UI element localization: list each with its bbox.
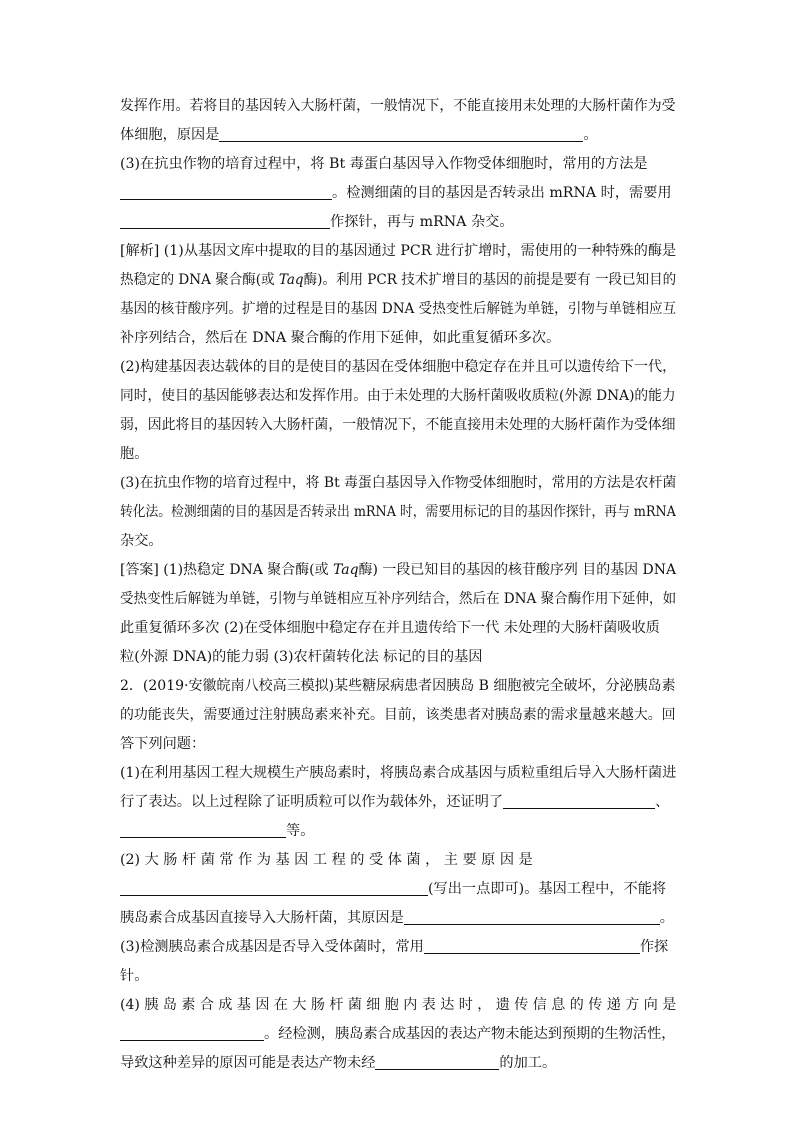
text-line: (3)在抗虫作物的培育过程中，将 Bt 毒蛋白基因导入作物受体细胞时，常用的方法是农杆菌 <box>120 475 677 491</box>
question-2-heading: 2．(2019·安徽皖南八校高三模拟)某些糖尿病患者因胰岛 B 细胞被完全破坏，分泌胰岛素 <box>120 678 676 694</box>
question-item <box>120 933 676 962</box>
text-segment: 酶) 一段已知目的基因的核苷酸序列 目的基因 DNA <box>358 562 677 578</box>
question-line <box>120 208 676 237</box>
question-line <box>120 788 676 817</box>
text-segment: 的加工。 <box>499 1055 557 1071</box>
text-segment: (3)检测胰岛素合成基因是否导入受体菌时，常用 <box>120 939 424 955</box>
text-segment: 体细胞，原因是 <box>120 127 220 143</box>
analysis-heading-line: [解析] (1)从基因文库中提取的目的基因通过 PCR 进行扩增时，需使用的一种特殊的酶是 <box>120 243 677 259</box>
answer-heading-line <box>120 556 677 585</box>
text-segment: 。 <box>583 127 598 143</box>
answer-blank[interactable] <box>120 878 428 896</box>
text-line: 补序列结合，然后在 DNA 聚合酶的作用下延伸，如此重复循环多次。 <box>120 330 561 346</box>
text-segment: 、 <box>655 794 670 810</box>
text-segment: 等。 <box>286 823 315 839</box>
text-line: 答下列问题： <box>120 736 206 752</box>
text-segment: (写出一点即可)。基因工程中，不能将 <box>428 881 667 897</box>
answer-blank[interactable] <box>120 820 286 838</box>
text-line: (2)构建基因表达载体的目的是使目的基因在受体细胞中稳定存在并且可以遗传给下一代， <box>120 359 677 375</box>
text-segment: 胰岛素合成基因直接导入大肠杆菌，其原因是 <box>120 910 404 926</box>
text-segment: 。检测细菌的目的基因是否转录出 mRNA 时，需要用 <box>332 185 672 201</box>
text-line: 杂交。 <box>120 533 163 549</box>
text-line: 针。 <box>120 968 149 984</box>
text-line: 基因的核苷酸序列。扩增的过程是目的基因 DNA 受热变性后解链为单链，引物与单链相应互 <box>120 301 677 317</box>
text-line: 胞。 <box>120 446 149 462</box>
question-line <box>120 817 676 846</box>
question-line <box>120 904 676 933</box>
answer-blank[interactable] <box>120 211 330 229</box>
question-line <box>120 121 676 150</box>
answer-blank[interactable] <box>424 936 640 954</box>
text-line: 此重复循环多次 (2)在受体细胞中稳定存在并且遗传给下一代 未处理的大肠杆菌吸收质 <box>120 620 660 636</box>
question-line <box>120 1020 676 1049</box>
answer-blank[interactable] <box>120 182 332 200</box>
text-segment: 作探 <box>639 939 669 955</box>
text-line: 同时，使目的基因能够表达和发挥作用。由于未处理的大肠杆菌吸收质粒(外源 DNA)的能力 <box>120 388 676 404</box>
question-item: (3)在抗虫作物的培育过程中，将 Bt 毒蛋白基因导入作物受体细胞时，常用的方法是 <box>120 156 648 172</box>
text-segment: 行了表达。以上过程除了证明质粒可以作为载体外，还证明了 <box>120 794 504 810</box>
italic-term: Taq <box>333 562 359 578</box>
text-segment: 热稳定的 DNA 聚合酶(或 <box>120 272 279 288</box>
text-segment: 作探针，再与 mRNA 杂交。 <box>330 214 514 230</box>
answer-blank[interactable] <box>503 791 655 809</box>
answer-blank[interactable] <box>120 1023 264 1041</box>
text-segment: 酶)。利用 PCR 技术扩增目的基因的前提是要有 一段已知目的 <box>303 272 677 288</box>
answer-blank[interactable] <box>219 124 583 142</box>
question-item: (2) 大 肠 杆 菌 常 作 为 基 因 工 程 的 受 体 菌 ， 主 要 原 因 是 <box>120 852 533 868</box>
question-line <box>120 179 676 208</box>
question-line <box>120 875 676 904</box>
text-segment: [答案] (1)热稳定 DNA 聚合酶(或 <box>120 562 334 578</box>
text-line: 的功能丧失，需要通过注射胰岛素来补充。目前，该类患者对胰岛素的需求量越来越大。回 <box>120 707 676 723</box>
document-page <box>120 92 676 1078</box>
text-line: 粒(外源 DNA)的能力弱 (3)农杆菌转化法 标记的目的基因 <box>120 649 483 665</box>
italic-term: Taq <box>278 272 304 288</box>
answer-blank[interactable] <box>375 1052 499 1070</box>
text-line: 受热变性后解链为单链，引物与单链相应互补序列结合，然后在 DNA 聚合酶作用下延伸，如 <box>120 591 677 607</box>
question-item: (1)在利用基因工程大规模生产胰岛素时，将胰岛素合成基因与质粒重组后导入大肠杆菌进 <box>120 765 677 781</box>
text-line <box>120 266 677 295</box>
text-segment: 导致这种差异的原因可能是表达产物未经 <box>120 1055 376 1071</box>
text-segment: 。经检测，胰岛素合成基因的表达产物未能达到预期的生物活性， <box>264 1026 676 1042</box>
text-line: 发挥作用。若将目的基因转入大肠杆菌，一般情况下，不能直接用未处理的大肠杆菌作为受 <box>120 98 676 114</box>
question-item: (4) 胰 岛 素 合 成 基 因 在 大 肠 杆 菌 细 胞 内 表 达 时 ， 遗 传 信 息 的 传 递 方 向 是 <box>120 997 677 1013</box>
text-line: 转化法。检测细菌的目的基因是否转录出 mRNA 时，需要用标记的目的基因作探针，再与 mRNA <box>120 504 676 520</box>
text-line: 弱，因此将目的基因转入大肠杆菌，一般情况下，不能直接用未处理的大肠杆菌作为受体细 <box>120 417 676 433</box>
text-segment: 。 <box>659 910 674 926</box>
question-line <box>120 1049 676 1078</box>
answer-blank[interactable] <box>404 907 660 925</box>
